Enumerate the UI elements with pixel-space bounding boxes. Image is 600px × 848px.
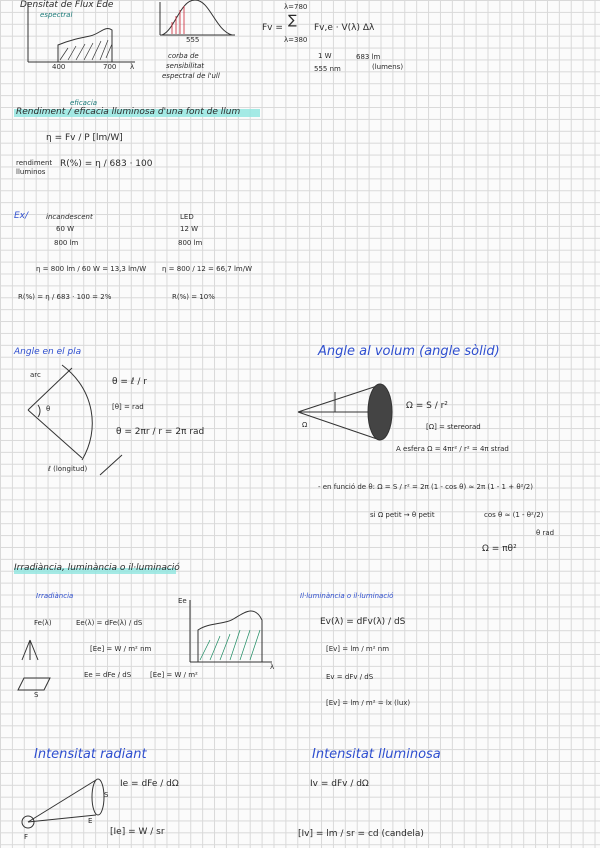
ev-eq: Ev(λ) = dFv(λ) / dS [320, 617, 406, 627]
cone-note: - en funció de θ: Ω = S / r² = 2π (1 - cos θ) ≈ 2π (1 - 1 + θ²/2) [318, 483, 533, 491]
solid-angle-result: Ω = πθ² [482, 544, 517, 554]
density-subtitle: espectral [40, 11, 73, 19]
omega-eq: Ω = S / r² [406, 401, 448, 411]
ie-eq: Ie = dFe / dΩ [120, 779, 179, 789]
curve-note-1: corba de [168, 52, 199, 60]
intensity-s-label: S [104, 791, 109, 799]
omega-unit: [Ω] = stereorad [426, 423, 481, 431]
sum-bottom: λ=380 [284, 36, 308, 44]
small-angle-note: si Ω petit → θ petit [370, 511, 435, 519]
ev2-unit: [Ev] = lm / m² = lx (lux) [326, 699, 411, 707]
lumens-label: (lumens) [372, 63, 404, 71]
tick-400: 400 [52, 63, 66, 71]
incandescent-label: incandescent [46, 213, 93, 221]
cos-approx: cos θ ≈ (1 - θ²/2) [484, 511, 544, 519]
luminous-intensity-title: Intensitat lluminosa [312, 747, 441, 762]
sum-lhs: Fv = [262, 23, 283, 33]
nm-555: 555 nm [314, 65, 341, 73]
theta-full: θ = 2πr / r = 2π rad [116, 427, 205, 437]
axis-ee: Ee [178, 597, 187, 605]
example-eq-2: η = 800 / 12 = 66,7 lm/W [162, 265, 252, 273]
solid-angle-title: Angle al volum (angle sòlid) [318, 344, 500, 359]
example-eq-1: η = 800 lm / 60 W = 13,3 lm/W [36, 265, 147, 273]
r-formula: R(%) = η / 683 · 100 [60, 159, 153, 169]
rad-label: θ rad [536, 529, 555, 537]
incandescent-lumens: 800 lm [54, 239, 79, 247]
planar-angle-diagram [28, 365, 122, 475]
illuminance-subtitle: Il·luminància o il·luminació [300, 592, 394, 600]
theta-eq: θ = ℓ / r [112, 377, 147, 387]
s-label: S [34, 691, 39, 699]
sensitivity-curve [160, 0, 235, 35]
sum-rhs: Fv,e · V(λ) Δλ [314, 23, 375, 33]
iv-unit: [Iv] = lm / sr = cd (candela) [298, 829, 424, 839]
curve-note-2: sensibilitat [166, 62, 205, 70]
example-marker: Ex/ [14, 211, 29, 221]
intensity-e-label: E [88, 817, 93, 825]
ev2-eq: Ev = dFv / dS [326, 673, 374, 681]
section1-title: Rendiment / eficacia lluminosa d'una font de llum [16, 107, 241, 117]
ee-eq: Ee = dFe / dS [84, 671, 132, 679]
ee-unit: [Ee] = W / m² [150, 671, 198, 679]
rend-label-2: lluminos [16, 168, 46, 176]
peak-label: 555 [186, 36, 200, 44]
eta-formula: η = Fv / P [lm/W] [46, 133, 123, 143]
theta-unit: [θ] = rad [112, 403, 144, 411]
curve-note-3: espectral de l'ull [162, 72, 220, 80]
led-lumens: 800 lm [178, 239, 203, 247]
val-683: 683 lm [356, 53, 381, 61]
sphere-note: A esfera Ω = 4πr² / r² = 4π strad [396, 445, 509, 453]
example-eq-4: R(%) = 10% [172, 293, 215, 301]
lambda-label: λ [130, 63, 135, 71]
density-title: Densitat de Flux Ede [20, 0, 114, 10]
ie-unit: [Ie] = W / sr [110, 827, 165, 837]
theta-symbol: θ [46, 405, 51, 413]
rend-label-1: rendiment [16, 159, 53, 167]
led-label: LED [180, 213, 194, 221]
source-sketch [18, 640, 50, 690]
planar-angle-title: Angle en el pla [14, 347, 82, 357]
iv-eq: Iv = dFv / dΩ [310, 779, 369, 789]
fe-label: Fe(λ) [34, 619, 52, 627]
arc-label: arc [30, 371, 41, 379]
incandescent-watts: 60 W [56, 225, 75, 233]
tick-700: 700 [103, 63, 117, 71]
solid-angle-diagram [298, 384, 392, 440]
radiant-intensity-title: Intensitat radiant [34, 747, 147, 762]
irradiance-eq: Ee(λ) = dFe(λ) / dS [76, 619, 143, 627]
irradiance-subtitle: Irradiància [36, 592, 74, 600]
led-watts: 12 W [180, 225, 199, 233]
axis-lambda: λ [270, 663, 275, 671]
omega-symbol: Ω [302, 421, 308, 429]
ev-unit: [Ev] = lm / m² nm [326, 645, 390, 653]
radius-label: ℓ (longitud) [48, 465, 88, 473]
w-eq: 1 W [318, 52, 332, 60]
irradiance-graph [190, 600, 272, 662]
f-label: F [24, 833, 29, 841]
eficacia-label: eficacia [70, 99, 98, 107]
sum-top: λ=780 [284, 3, 308, 11]
example-eq-3: R(%) = η / 683 · 100 = 2% [18, 293, 112, 301]
sum-symbol: ∑ [288, 13, 297, 28]
irradiance-unit: [Ee] = W / m² nm [90, 645, 152, 653]
irradiance-title: Irradiància, luminància o il·luminació [14, 563, 180, 573]
